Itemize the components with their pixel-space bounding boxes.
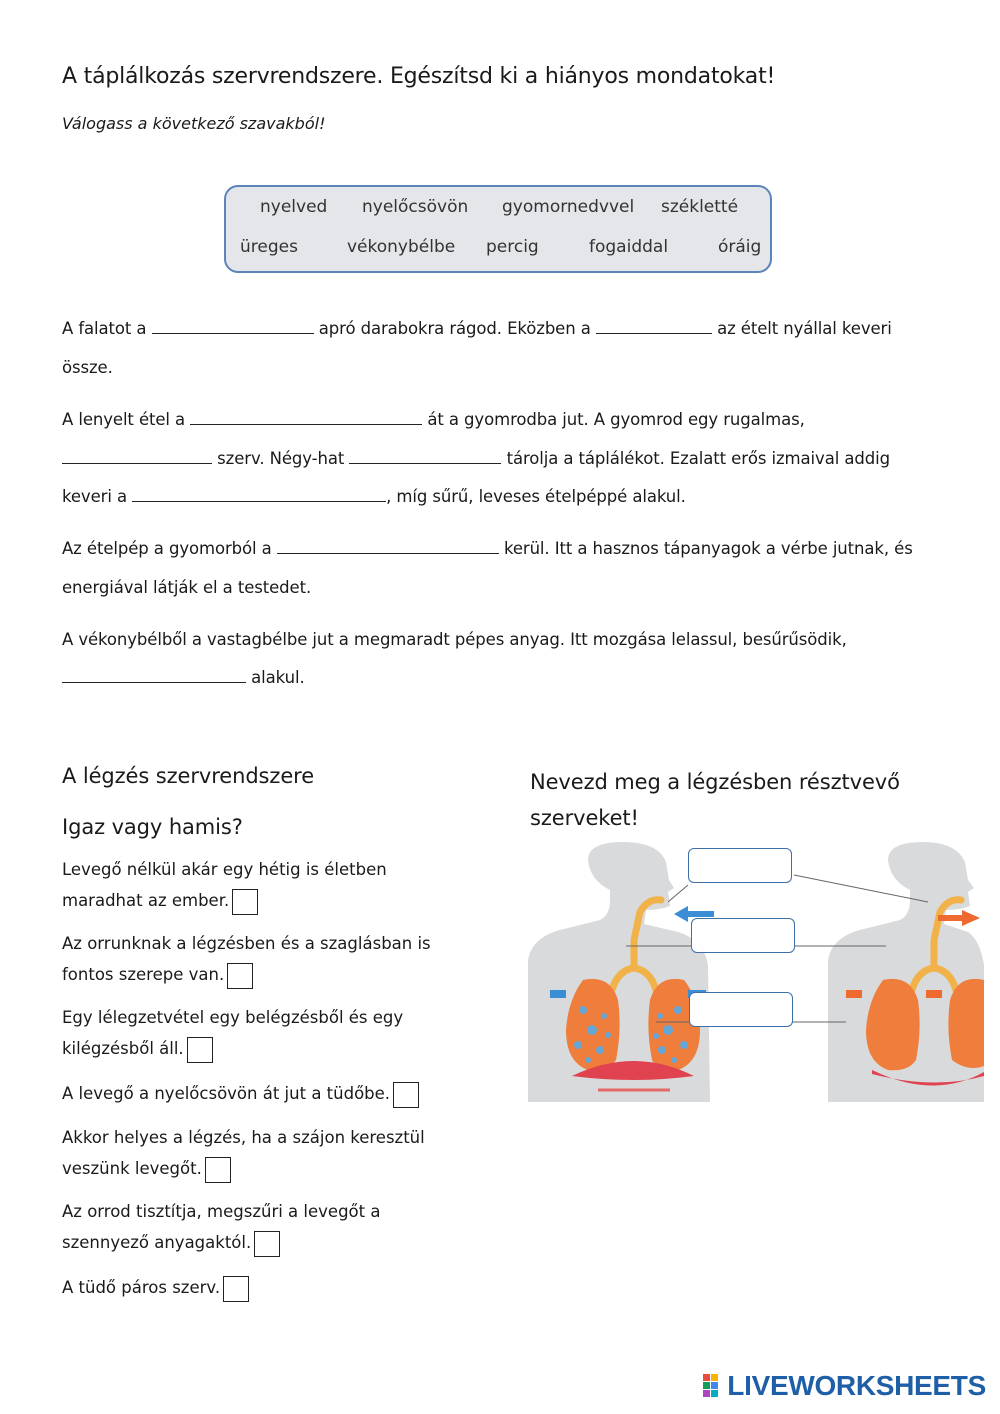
page-title: A táplálkozás szervrendszere. Egészítsd ki a hiányos mondatokat! — [62, 64, 776, 89]
liveworksheets-logo — [703, 1370, 986, 1402]
fill-line — [62, 358, 113, 377]
true-false-item — [62, 1272, 249, 1303]
statement-text: A levegő a nyelőcsövön át jut a tüdőbe. — [62, 1084, 391, 1103]
blank-input[interactable] — [596, 319, 712, 334]
answer-checkbox[interactable] — [232, 889, 258, 915]
arrow-head-left — [674, 906, 688, 922]
true-false-item — [62, 1122, 425, 1184]
fill-line — [62, 630, 847, 649]
text-segment: össze. — [62, 358, 113, 377]
text-segment: Az ételpép a gyomorból a — [62, 539, 272, 558]
instruction-text: Válogass a következő szavakból! — [62, 114, 326, 133]
true-false-item — [62, 1196, 380, 1258]
fill-line — [62, 578, 311, 597]
statement-text: maradhat az ember. — [62, 891, 230, 910]
section-title: A légzés szervrendszere — [62, 764, 315, 788]
blank-input[interactable] — [277, 539, 499, 554]
organ-label-input[interactable] — [691, 918, 795, 953]
diagram-title-line: szerveket! — [530, 806, 639, 830]
statement-text: Egy lélegzetvétel egy belégzésből és egy — [62, 1008, 404, 1027]
word-bank — [224, 185, 772, 273]
fill-line — [62, 668, 305, 687]
blank-input[interactable] — [349, 449, 501, 464]
text-segment: tárolja a táplálékot. Ezalatt erős izmaival addig — [506, 449, 890, 468]
arrow-head-right — [962, 910, 980, 926]
word-bank-item: vékonybélbe — [347, 237, 456, 257]
answer-checkbox[interactable] — [393, 1082, 419, 1108]
word-bank-item: fogaiddal — [589, 237, 669, 257]
text-segment: , míg sűrű, leveses ételpéppé alakul. — [386, 487, 686, 506]
answer-checkbox[interactable] — [254, 1231, 280, 1257]
statement-text: A tüdő páros szerv. — [62, 1278, 221, 1297]
text-segment: apró darabokra rágod. Eközben a — [318, 319, 591, 338]
statement-text: fontos szerepe van. — [62, 965, 225, 984]
true-false-item — [62, 1078, 419, 1109]
lung-right-b — [948, 979, 984, 1068]
fill-line — [62, 449, 890, 468]
statement-text: veszünk levegőt. — [62, 1159, 202, 1178]
true-false-item — [62, 928, 431, 990]
true-false-item — [62, 854, 387, 916]
blank-input[interactable] — [152, 319, 314, 334]
blank-input[interactable] — [62, 668, 246, 683]
statement-text: Levegő nélkül akár egy hétig is életben — [62, 860, 387, 879]
text-segment: A vékonybélből a vastagbélbe jut a megmaradt pépes anyag. Itt mozgása lelassul, besűrűsödik, — [62, 630, 847, 649]
statement-text: szennyező anyagaktól. — [62, 1233, 252, 1252]
text-segment: keveri a — [62, 487, 127, 506]
answer-checkbox[interactable] — [223, 1276, 249, 1302]
fill-line — [62, 410, 805, 429]
text-segment: kerül. Itt a hasznos tápanyagok a vérbe jutnak, és — [503, 539, 913, 558]
answer-checkbox[interactable] — [187, 1037, 213, 1063]
text-segment: át a gyomrodba jut. A gyomrod egy rugalmas, — [427, 410, 805, 429]
diagram-title-line: Nevezd meg a légzésben résztvevő — [530, 770, 900, 794]
word-bank-item: percig — [486, 237, 539, 257]
organ-label-input[interactable] — [688, 848, 792, 883]
text-segment: az ételt nyállal keveri — [717, 319, 892, 338]
statement-text: Az orrunknak a légzésben és a szaglásban is — [62, 934, 431, 953]
text-segment: szerv. Négy-hat — [217, 449, 345, 468]
statement-text: kilégzésből áll. — [62, 1039, 184, 1058]
text-segment: A falatot a — [62, 319, 147, 338]
diagram-title — [530, 764, 900, 836]
fill-line — [62, 319, 892, 338]
organ-label-input[interactable] — [689, 992, 793, 1027]
word-bank-item: székletté — [661, 197, 739, 217]
blank-input[interactable] — [62, 449, 212, 464]
word-bank-item: nyelved — [260, 197, 328, 217]
true-false-item — [62, 1002, 403, 1064]
word-bank-item: nyelőcsövön — [362, 197, 469, 217]
answer-checkbox[interactable] — [227, 963, 253, 989]
word-bank-item: óráig — [718, 237, 762, 257]
word-bank-item: üreges — [240, 237, 298, 257]
blank-input[interactable] — [132, 487, 386, 502]
answer-checkbox[interactable] — [205, 1157, 231, 1183]
section-question: Igaz vagy hamis? — [62, 815, 243, 839]
logo-blocks-icon — [703, 1374, 727, 1398]
blank-input[interactable] — [190, 410, 422, 425]
fill-line — [62, 487, 686, 506]
text-segment: A lenyelt étel a — [62, 410, 186, 429]
text-segment: alakul. — [251, 668, 305, 687]
fill-line — [62, 539, 913, 558]
statement-text: Akkor helyes a légzés, ha a szájon keresztül — [62, 1128, 425, 1147]
word-bank-item: gyomornedvvel — [502, 197, 635, 217]
logo-text: LIVEWORKSHEETS — [727, 1370, 986, 1401]
statement-text: Az orrod tisztítja, megszűri a levegőt a — [62, 1202, 381, 1221]
text-segment: energiával látják el a testedet. — [62, 578, 312, 597]
